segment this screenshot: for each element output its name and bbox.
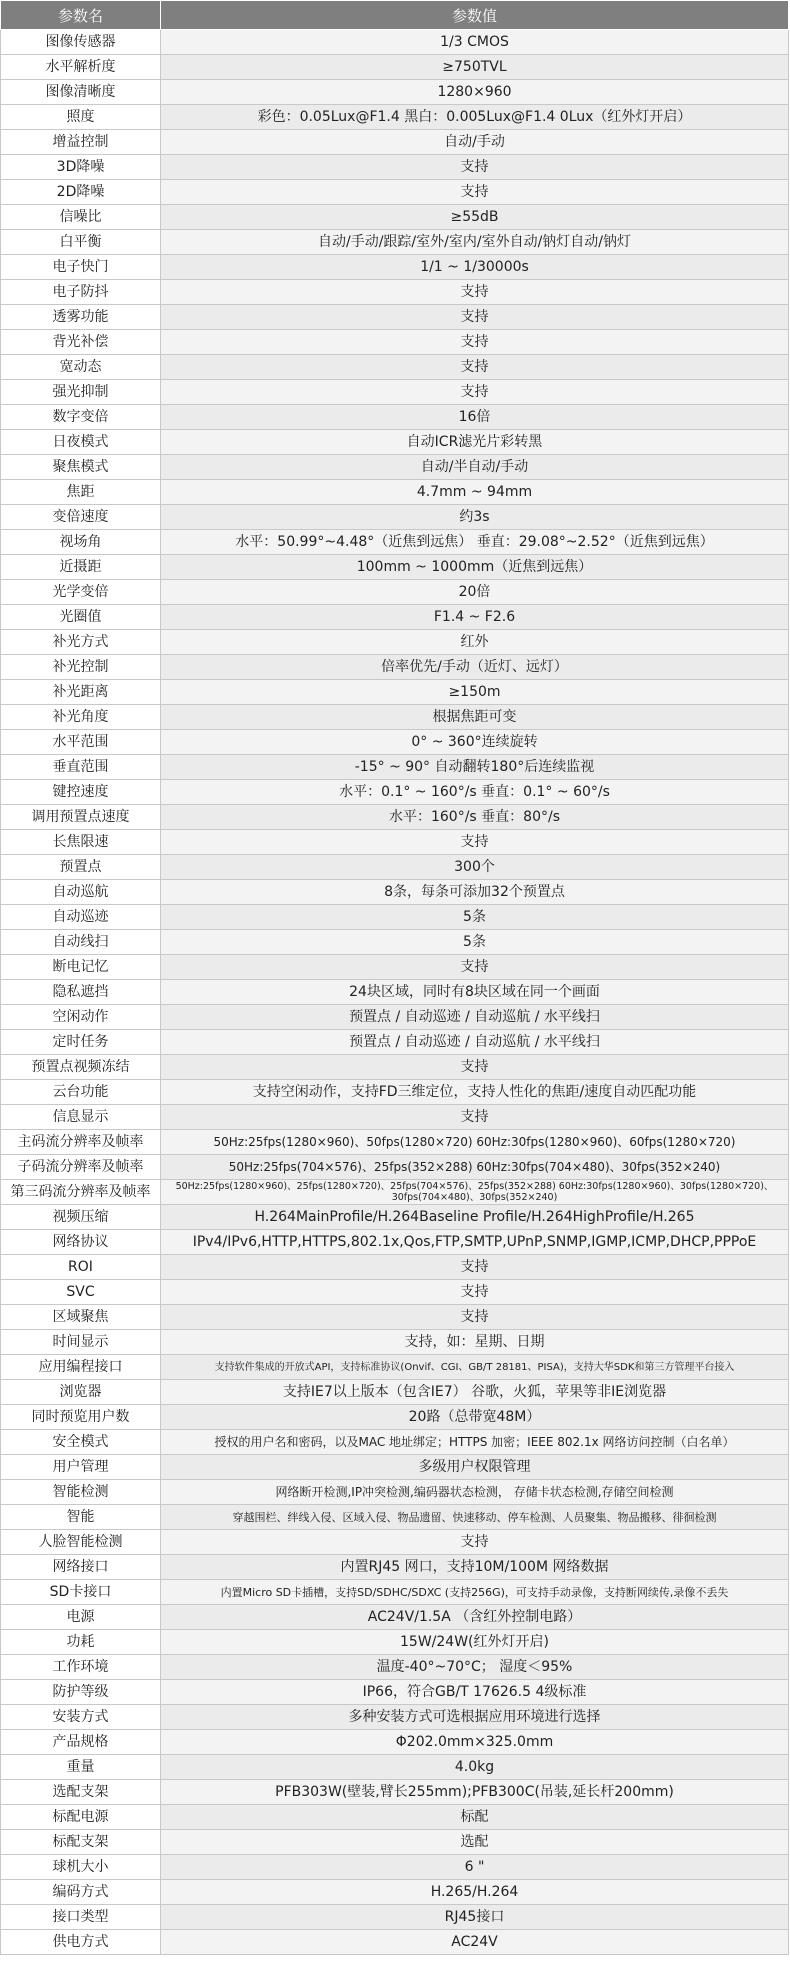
spec-row bbox=[1, 1805, 789, 1830]
param-name: 用户管理 bbox=[1, 1455, 161, 1480]
param-name: 数字变倍 bbox=[1, 405, 161, 430]
param-value: 20路（总带宽48M） bbox=[161, 1405, 789, 1430]
param-value: 支持 bbox=[161, 1305, 789, 1330]
param-value: 支持空闲动作，支持FD三维定位，支持人性化的焦距/速度自动匹配功能 bbox=[161, 1080, 789, 1105]
spec-row bbox=[1, 430, 789, 455]
param-name-header: 参数名 bbox=[1, 1, 161, 30]
param-name: 长焦限速 bbox=[1, 830, 161, 855]
spec-row bbox=[1, 805, 789, 830]
param-value: 支持 bbox=[161, 305, 789, 330]
param-value: 15W/24W(红外灯开启) bbox=[161, 1630, 789, 1655]
param-name: 隐私遮挡 bbox=[1, 980, 161, 1005]
param-name: 功耗 bbox=[1, 1630, 161, 1655]
param-name: 产品规格 bbox=[1, 1730, 161, 1755]
param-value: 预置点 / 自动巡迹 / 自动巡航 / 水平线扫 bbox=[161, 1005, 789, 1030]
spec-row bbox=[1, 605, 789, 630]
param-value: 网络断开检测,IP冲突检测,编码器状态检测， 存储卡状态检测,存储空间检测 bbox=[161, 1480, 789, 1505]
param-name: 空闲动作 bbox=[1, 1005, 161, 1030]
param-value: 1/3 CMOS bbox=[161, 30, 789, 55]
param-name: 云台功能 bbox=[1, 1080, 161, 1105]
spec-row bbox=[1, 1055, 789, 1080]
param-name: 水平范围 bbox=[1, 730, 161, 755]
spec-row bbox=[1, 1080, 789, 1105]
param-name: 图像传感器 bbox=[1, 30, 161, 55]
spec-row bbox=[1, 1330, 789, 1355]
param-name: 宽动态 bbox=[1, 355, 161, 380]
param-value: PFB303W(壁装,臂长255mm);PFB300C(吊装,延长杆200mm) bbox=[161, 1780, 789, 1805]
param-name: SVC bbox=[1, 1280, 161, 1305]
param-value: 约3s bbox=[161, 505, 789, 530]
param-name: 编码方式 bbox=[1, 1880, 161, 1905]
param-value: 温度-40°~70°C； 湿度＜95% bbox=[161, 1655, 789, 1680]
spec-row bbox=[1, 1030, 789, 1055]
spec-row bbox=[1, 55, 789, 80]
param-value: RJ45接口 bbox=[161, 1905, 789, 1930]
param-name: 强光抑制 bbox=[1, 380, 161, 405]
spec-row bbox=[1, 205, 789, 230]
spec-row bbox=[1, 1555, 789, 1580]
spec-row bbox=[1, 1005, 789, 1030]
param-value: 倍率优先/手动（近灯、远灯） bbox=[161, 655, 789, 680]
param-value: H.264MainProfile/H.264Baseline Profile/H.264HighProfile/H.265 bbox=[161, 1205, 789, 1230]
param-name: 标配电源 bbox=[1, 1805, 161, 1830]
spec-row bbox=[1, 355, 789, 380]
param-value: 5条 bbox=[161, 905, 789, 930]
param-value: 5条 bbox=[161, 930, 789, 955]
spec-row bbox=[1, 905, 789, 930]
spec-row bbox=[1, 830, 789, 855]
param-value: 根据焦距可变 bbox=[161, 705, 789, 730]
param-name: 垂直范围 bbox=[1, 755, 161, 780]
param-value: 红外 bbox=[161, 630, 789, 655]
param-value: 自动/半自动/手动 bbox=[161, 455, 789, 480]
spec-body bbox=[1, 30, 789, 1955]
spec-row bbox=[1, 1830, 789, 1855]
param-name: 标配支架 bbox=[1, 1830, 161, 1855]
spec-row bbox=[1, 930, 789, 955]
param-value: 支持 bbox=[161, 1105, 789, 1130]
param-name: 透雾功能 bbox=[1, 305, 161, 330]
param-value: 6 " bbox=[161, 1855, 789, 1880]
spec-row bbox=[1, 1580, 789, 1605]
param-value: Φ202.0mm×325.0mm bbox=[161, 1730, 789, 1755]
spec-row bbox=[1, 855, 789, 880]
param-value: 支持 bbox=[161, 830, 789, 855]
param-name: 球机大小 bbox=[1, 1855, 161, 1880]
param-name: 第三码流分辨率及帧率 bbox=[1, 1180, 161, 1205]
param-value: 水平：50.99°~4.48°（近焦到远焦） 垂直：29.08°~2.52°（近焦到远焦） bbox=[161, 530, 789, 555]
param-name: 智能检测 bbox=[1, 1480, 161, 1505]
param-name: 预置点 bbox=[1, 855, 161, 880]
param-value: 1/1 ~ 1/30000s bbox=[161, 255, 789, 280]
param-name: 选配支架 bbox=[1, 1780, 161, 1805]
spec-row bbox=[1, 1705, 789, 1730]
spec-row bbox=[1, 80, 789, 105]
spec-row bbox=[1, 1780, 789, 1805]
param-value: 支持，如：星期、日期 bbox=[161, 1330, 789, 1355]
param-name: 断电记忆 bbox=[1, 955, 161, 980]
param-name: SD卡接口 bbox=[1, 1580, 161, 1605]
param-value: 0° ~ 360°连续旋转 bbox=[161, 730, 789, 755]
param-value: AC24V bbox=[161, 1930, 789, 1955]
spec-row bbox=[1, 1730, 789, 1755]
param-value: 支持 bbox=[161, 1055, 789, 1080]
spec-row bbox=[1, 1180, 789, 1205]
param-value: ≥55dB bbox=[161, 205, 789, 230]
param-value: 自动ICR滤光片彩转黑 bbox=[161, 430, 789, 455]
param-name: 主码流分辨率及帧率 bbox=[1, 1130, 161, 1155]
spec-row bbox=[1, 680, 789, 705]
header-row bbox=[1, 1, 789, 30]
spec-row bbox=[1, 1405, 789, 1430]
spec-row bbox=[1, 705, 789, 730]
spec-row bbox=[1, 1505, 789, 1530]
spec-row bbox=[1, 1755, 789, 1780]
param-name: 时间显示 bbox=[1, 1330, 161, 1355]
param-name: 电源 bbox=[1, 1605, 161, 1630]
param-value: F1.4 ~ F2.6 bbox=[161, 605, 789, 630]
spec-row bbox=[1, 1130, 789, 1155]
param-name: 重量 bbox=[1, 1755, 161, 1780]
param-name: 安装方式 bbox=[1, 1705, 161, 1730]
param-name: 信息显示 bbox=[1, 1105, 161, 1130]
param-value: IP66，符合GB/T 17626.5 4级标准 bbox=[161, 1680, 789, 1705]
param-value: 预置点 / 自动巡迹 / 自动巡航 / 水平线扫 bbox=[161, 1030, 789, 1055]
param-value: 水平：0.1° ~ 160°/s 垂直：0.1° ~ 60°/s bbox=[161, 780, 789, 805]
param-value: 300个 bbox=[161, 855, 789, 880]
spec-row bbox=[1, 180, 789, 205]
spec-row bbox=[1, 30, 789, 55]
spec-row bbox=[1, 280, 789, 305]
param-name: 供电方式 bbox=[1, 1930, 161, 1955]
param-value: 支持 bbox=[161, 1255, 789, 1280]
spec-row bbox=[1, 1155, 789, 1180]
spec-row bbox=[1, 1480, 789, 1505]
spec-row bbox=[1, 730, 789, 755]
param-value: 支持软件集成的开放式API，支持标准协议(Onvif、CGI、GB/T 28181、PISA)，支持大华SDK和第三方管理平台接入 bbox=[161, 1355, 789, 1380]
param-value-header: 参数值 bbox=[161, 1, 789, 30]
param-name: 补光角度 bbox=[1, 705, 161, 730]
param-name: 视场角 bbox=[1, 530, 161, 555]
spec-row bbox=[1, 1455, 789, 1480]
param-name: 水平解析度 bbox=[1, 55, 161, 80]
spec-row bbox=[1, 1930, 789, 1955]
spec-row bbox=[1, 155, 789, 180]
spec-row bbox=[1, 880, 789, 905]
param-name: 图像清晰度 bbox=[1, 80, 161, 105]
param-name: 近摄距 bbox=[1, 555, 161, 580]
param-name: ROI bbox=[1, 1255, 161, 1280]
param-name: 视频压缩 bbox=[1, 1205, 161, 1230]
param-value: 4.7mm ~ 94mm bbox=[161, 480, 789, 505]
param-name: 工作环境 bbox=[1, 1655, 161, 1680]
param-name: 光学变倍 bbox=[1, 580, 161, 605]
param-value: 多级用户权限管理 bbox=[161, 1455, 789, 1480]
spec-row bbox=[1, 1630, 789, 1655]
spec-row bbox=[1, 655, 789, 680]
spec-row bbox=[1, 255, 789, 280]
spec-row bbox=[1, 955, 789, 980]
param-name: 照度 bbox=[1, 105, 161, 130]
param-value: 自动/手动/跟踪/室外/室内/室外自动/钠灯自动/钠灯 bbox=[161, 230, 789, 255]
param-value: -15° ~ 90° 自动翻转180°后连续监视 bbox=[161, 755, 789, 780]
param-name: 背光补偿 bbox=[1, 330, 161, 355]
spec-row bbox=[1, 480, 789, 505]
param-value: 4.0kg bbox=[161, 1755, 789, 1780]
spec-row bbox=[1, 1880, 789, 1905]
spec-row bbox=[1, 230, 789, 255]
param-value: H.265/H.264 bbox=[161, 1880, 789, 1905]
param-name: 键控速度 bbox=[1, 780, 161, 805]
param-name: 防护等级 bbox=[1, 1680, 161, 1705]
spec-row bbox=[1, 1205, 789, 1230]
param-value: 内置Micro SD卡插槽，支持SD/SDHC/SDXC (支持256G)，可支持手动录像，支持断网续传,录像不丢失 bbox=[161, 1580, 789, 1605]
spec-row bbox=[1, 330, 789, 355]
param-value: 支持 bbox=[161, 155, 789, 180]
param-value: IPv4/IPv6,HTTP,HTTPS,802.1x,Qos,FTP,SMTP,UPnP,SNMP,IGMP,ICMP,DHCP,PPPoE bbox=[161, 1230, 789, 1255]
param-name: 网络接口 bbox=[1, 1555, 161, 1580]
param-name: 2D降噪 bbox=[1, 180, 161, 205]
param-value: 授权的用户名和密码，以及MAC 地址绑定；HTTPS 加密；IEEE 802.1x 网络访问控制（白名单） bbox=[161, 1430, 789, 1455]
param-name: 应用编程接口 bbox=[1, 1355, 161, 1380]
param-name: 智能 bbox=[1, 1505, 161, 1530]
spec-row bbox=[1, 1280, 789, 1305]
spec-row bbox=[1, 130, 789, 155]
param-name: 电子快门 bbox=[1, 255, 161, 280]
param-name: 人脸智能检测 bbox=[1, 1530, 161, 1555]
param-name: 浏览器 bbox=[1, 1380, 161, 1405]
param-name: 聚焦模式 bbox=[1, 455, 161, 480]
spec-row bbox=[1, 1230, 789, 1255]
param-value: 选配 bbox=[161, 1830, 789, 1855]
spec-row bbox=[1, 530, 789, 555]
param-name: 增益控制 bbox=[1, 130, 161, 155]
spec-row bbox=[1, 580, 789, 605]
param-name: 区域聚焦 bbox=[1, 1305, 161, 1330]
spec-row bbox=[1, 980, 789, 1005]
spec-row bbox=[1, 105, 789, 130]
param-name: 网络协议 bbox=[1, 1230, 161, 1255]
param-value: 自动/手动 bbox=[161, 130, 789, 155]
param-name: 电子防抖 bbox=[1, 280, 161, 305]
spec-row bbox=[1, 1305, 789, 1330]
param-value: 穿越围栏、绊线入侵、区域入侵、物品遗留、快速移动、停车检测、人员聚集、物品搬移、徘徊检测 bbox=[161, 1505, 789, 1530]
param-value: 16倍 bbox=[161, 405, 789, 430]
param-value: AC24V/1.5A （含红外控制电路） bbox=[161, 1605, 789, 1630]
param-value: 1280×960 bbox=[161, 80, 789, 105]
param-value: 水平：160°/s 垂直：80°/s bbox=[161, 805, 789, 830]
param-value: 20倍 bbox=[161, 580, 789, 605]
param-name: 日夜模式 bbox=[1, 430, 161, 455]
spec-row bbox=[1, 380, 789, 405]
param-name: 补光距离 bbox=[1, 680, 161, 705]
param-name: 补光控制 bbox=[1, 655, 161, 680]
param-value: 100mm ~ 1000mm（近焦到远焦） bbox=[161, 555, 789, 580]
param-value: 多种安装方式可选根据应用环境进行选择 bbox=[161, 1705, 789, 1730]
param-value: 彩色：0.05Lux@F1.4 黑白：0.005Lux@F1.4 0Lux（红外灯开启） bbox=[161, 105, 789, 130]
param-name: 调用预置点速度 bbox=[1, 805, 161, 830]
param-name: 3D降噪 bbox=[1, 155, 161, 180]
spec-row bbox=[1, 1530, 789, 1555]
spec-row bbox=[1, 555, 789, 580]
param-name: 自动巡航 bbox=[1, 880, 161, 905]
param-value: 支持 bbox=[161, 380, 789, 405]
param-value: 内置RJ45 网口，支持10M/100M 网络数据 bbox=[161, 1555, 789, 1580]
spec-row bbox=[1, 455, 789, 480]
param-value: 支持 bbox=[161, 355, 789, 380]
param-value: 支持 bbox=[161, 1530, 789, 1555]
param-name: 定时任务 bbox=[1, 1030, 161, 1055]
param-value: ≥750TVL bbox=[161, 55, 789, 80]
spec-row bbox=[1, 1605, 789, 1630]
param-name: 补光方式 bbox=[1, 630, 161, 655]
param-name: 自动线扫 bbox=[1, 930, 161, 955]
spec-row bbox=[1, 1255, 789, 1280]
param-name: 焦距 bbox=[1, 480, 161, 505]
param-value: 50Hz:25fps(1280×960)、25fps(1280×720)、25fps(704×576)、25fps(352×288) 60Hz:30fps(1280×960)、30fps(1280×720)、30fps(704×480)、30fps(352×240) bbox=[161, 1180, 789, 1205]
param-value: 支持IE7以上版本（包含IE7） 谷歌，火狐，苹果等非IE浏览器 bbox=[161, 1380, 789, 1405]
spec-row bbox=[1, 630, 789, 655]
param-value: ≥150m bbox=[161, 680, 789, 705]
param-name: 自动巡迹 bbox=[1, 905, 161, 930]
param-name: 子码流分辨率及帧率 bbox=[1, 1155, 161, 1180]
param-name: 白平衡 bbox=[1, 230, 161, 255]
param-value: 支持 bbox=[161, 1280, 789, 1305]
param-name: 同时预览用户数 bbox=[1, 1405, 161, 1430]
param-value: 8条，每条可添加32个预置点 bbox=[161, 880, 789, 905]
spec-row bbox=[1, 1855, 789, 1880]
param-value: 支持 bbox=[161, 955, 789, 980]
param-value: 标配 bbox=[161, 1805, 789, 1830]
param-name: 预置点视频冻结 bbox=[1, 1055, 161, 1080]
param-name: 变倍速度 bbox=[1, 505, 161, 530]
param-value: 支持 bbox=[161, 180, 789, 205]
param-name: 光圈值 bbox=[1, 605, 161, 630]
param-value: 24块区域，同时有8块区域在同一个画面 bbox=[161, 980, 789, 1005]
param-name: 安全模式 bbox=[1, 1430, 161, 1455]
param-value: 支持 bbox=[161, 280, 789, 305]
param-value: 50Hz:25fps(704×576)、25fps(352×288) 60Hz:30fps(704×480)、30fps(352×240) bbox=[161, 1155, 789, 1180]
spec-row bbox=[1, 1105, 789, 1130]
spec-row bbox=[1, 1380, 789, 1405]
param-value: 50Hz:25fps(1280×960)、50fps(1280×720) 60Hz:30fps(1280×960)、60fps(1280×720) bbox=[161, 1130, 789, 1155]
spec-row bbox=[1, 755, 789, 780]
param-name: 接口类型 bbox=[1, 1905, 161, 1930]
param-value: 支持 bbox=[161, 330, 789, 355]
spec-row bbox=[1, 1355, 789, 1380]
spec-row bbox=[1, 1655, 789, 1680]
spec-row bbox=[1, 780, 789, 805]
spec-row bbox=[1, 405, 789, 430]
spec-row bbox=[1, 1430, 789, 1455]
spec-row bbox=[1, 505, 789, 530]
param-name: 信噪比 bbox=[1, 205, 161, 230]
spec-row bbox=[1, 305, 789, 330]
spec-row bbox=[1, 1905, 789, 1930]
spec-row bbox=[1, 1680, 789, 1705]
